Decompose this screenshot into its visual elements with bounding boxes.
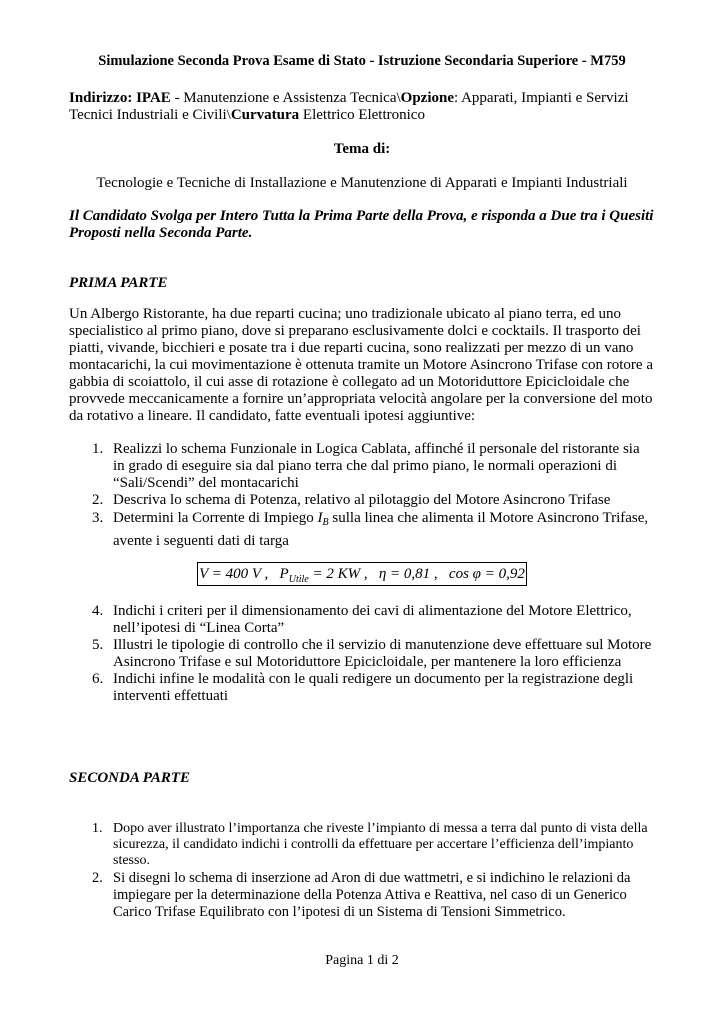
curvatura-label: Curvatura: [230, 107, 300, 123]
list-item: 4. Indichi i criteri per il dimensionamento dei cavi di alimentazione del Motore Elettrico, nell’ipotesi di “Linea Corta”: [92, 603, 632, 636]
page-number: Pagina 1 di 2: [325, 953, 399, 968]
prima-parte-list-b: [92, 603, 652, 705]
list-item: 1. Realizzi lo schema Funzionale in Logica Cablata, affinché il personale del ristorante sia in grado di eseguire sia dal piano terra che dal primo piano, le normali operazioni di “Sali/Scendi” del montacarichi: [92, 441, 640, 491]
instructions: Il Candidato Svolga per Intero Tutta la Prima Parte della Prova, e risponda a Due tra i Quesiti Proposti nella Seconda Parte.: [69, 208, 654, 241]
indirizzo-text: - Manutenzione e Assistenza Tecnica\: [170, 90, 401, 106]
subject-line: Tecnologie e Tecniche di Installazione e Manutenzione di Apparati e Impianti Industriali: [96, 175, 628, 191]
prima-parte-heading: PRIMA PARTE: [69, 275, 168, 291]
list-item: 6. Indichi infine le modalità con le quali redigere un documento per la registrazione degli interventi effettuati: [92, 671, 634, 704]
current-symbol-subscript: B: [322, 517, 329, 528]
prima-parte-list-a: [92, 441, 652, 551]
prima-parte-intro: Un Albergo Ristorante, ha due reparti cucina; uno tradizionale ubicato al piano terra, ed uno specialistico al primo piano, dove si preparano esclusivamente dolci e cocktails. Il trasporto dei piatti, vivande, bicchieri e posate tra i due reparti cucina, sono realizzati per mezzo di un vano montacarichi, la cui movimentazione è ottenuta tramite un Motore Asincrono Trifase con rotore a gabbia di scoiattolo, il cui asse di rotazione è collegato ad un Motoriduttore Epicicloidale che provvede meccanicamente a fornire un’appropriata velocità angolare per la conversione del moto da rotativo a lineare. Il candidato, fatte eventuali ipotesi aggiuntive:: [69, 306, 653, 424]
list-item: 3. Determini la Corrente di Impiego $I_B$ sulla linea che alimenta il Motore Asincrono Trifase, avente i seguenti dati di targa: [92, 510, 649, 549]
list-item: 2. Descriva lo schema di Potenza, relativo al pilotaggio del Motore Asincrono Trifase: [92, 492, 611, 508]
indirizzo-paragraph: [69, 90, 669, 124]
indirizzo-label: Indirizzo: IPAE: [69, 90, 171, 106]
curvatura-text: Elettrico Elettronico: [299, 107, 425, 123]
seconda-parte-heading: SECONDA PARTE: [69, 770, 191, 786]
list-item: 5. Illustri le tipologie di controllo che il servizio di manutenzione deve effettuare sul Motore Asincrono Trifase e sul Motoriduttore Epicicloidale, per mantenere la loro efficienza: [92, 637, 652, 670]
list-item: 2. Si disegni lo schema di inserzione ad Aron di due wattmetri, e si indichino le relazioni da impiegare per la determinazione della Potenza Attiva e Reattiva, nel caso di un Generico Carico Trifase Equilibrato con l’ipotesi di un Sistema di Tensioni Simmetrico.: [92, 870, 631, 920]
opzione-label: Opzione: [400, 90, 454, 106]
current-symbol: I: [317, 510, 323, 526]
tema-heading: Tema di:: [333, 141, 391, 157]
seconda-parte-list: [92, 821, 652, 921]
document-title: Simulazione Seconda Prova Esame di Stato - Istruzione Secondaria Superiore - M759: [98, 53, 626, 69]
opzione-text: : Apparati, Impianti e Servizi Tecnici Industriali e Civili\: [69, 90, 629, 123]
list-item: 1. Dopo aver illustrato l’importanza che riveste l’impianto di messa a terra dal punto di vista della sicurezza, il candidato indichi i controlli da effettuare per accertare l’efficienza dell’impianto stesso.: [92, 821, 648, 868]
motor-data-formula: V = 400 V , $P_{Utile} = 2$ KW , η = 0,81 , cos φ = 0,92: [197, 562, 527, 586]
